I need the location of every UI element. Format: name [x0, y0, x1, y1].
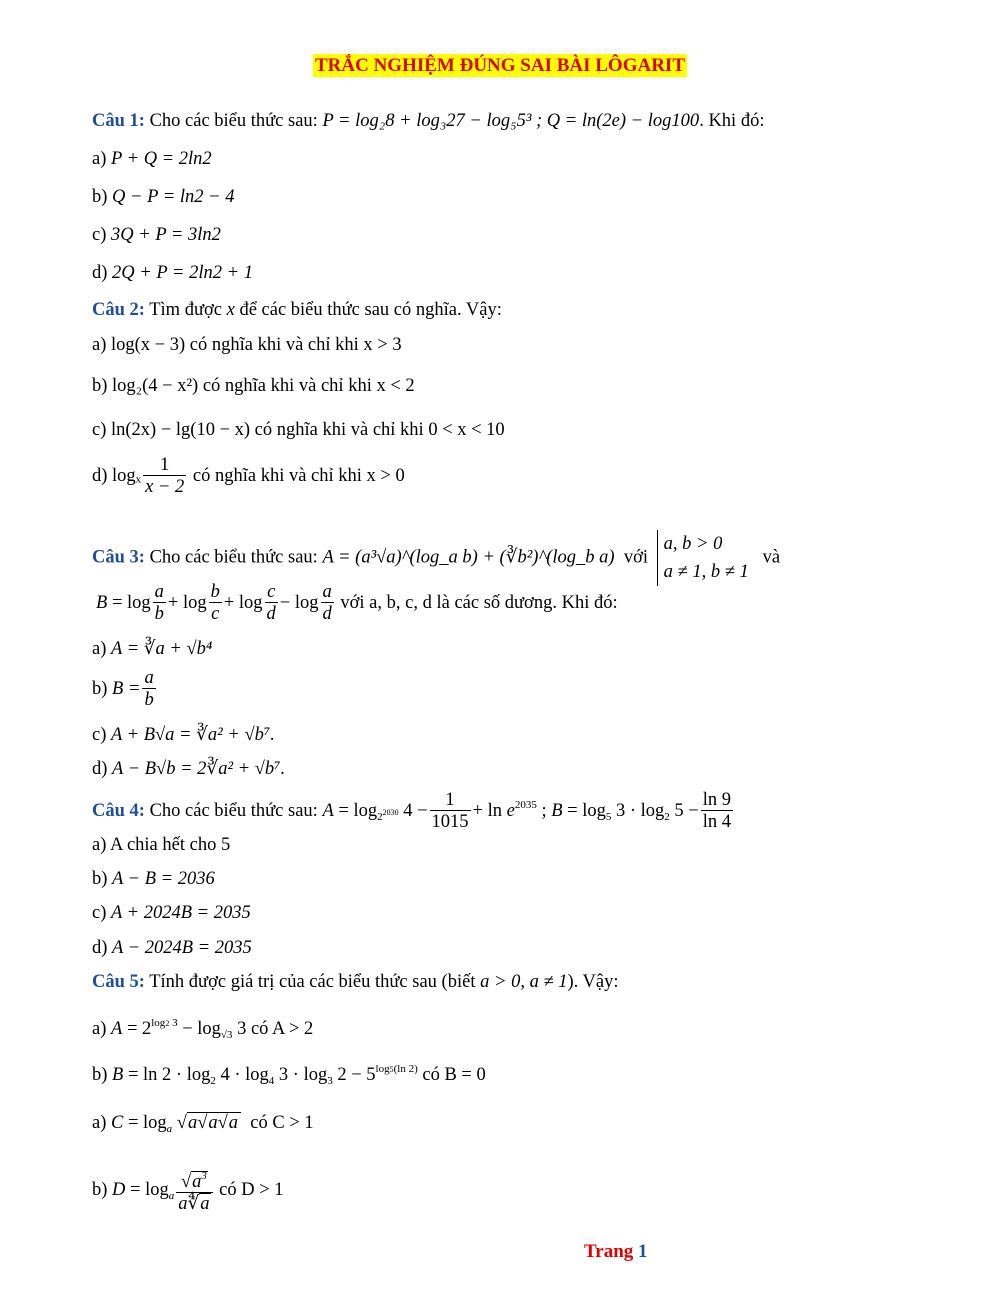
question-3-option-c: c) A + B√a = ∛a² + √b⁷.: [92, 725, 275, 745]
fraction: $\frac{1}{x - 2}$: [145, 455, 185, 497]
question-3-option-b: b) B = $\frac{a}{b}$: [92, 668, 154, 710]
question-2-option-b: b) log₂(4 − x²) có nghĩa khi và chỉ khi x < 2: [92, 376, 415, 396]
question-5-option-c: a) $C = \log_a √a√a√a$ có C > 1: [92, 1113, 314, 1135]
question-5-option-b: b) $B = \ln 2 \cdot \log_2 4 \cdot \log_4 3 \cdot \log_3 2 - 5^{log5(ln 2)}$ có B = 0: [92, 1063, 486, 1087]
question-1-option-d: d) 2Q + P = 2ln2 + 1: [92, 263, 253, 283]
question-1-stem: Câu 1: Cho các biểu thức sau: P = log₂8 + log₃27 − log₅5³ ; Q = ln(2e) − log100. Khi đó:: [92, 111, 765, 131]
question-2-option-a: a) log(x − 3) có nghĩa khi và chỉ khi x > 3: [92, 335, 402, 355]
question-3-option-d: d) A − B√b = 2∛a² + √b⁷.: [92, 759, 286, 779]
question-2-stem: Câu 2: Tìm được x để các biểu thức sau có nghĩa. Vậy:: [92, 300, 502, 320]
question-1-option-a: a) P + Q = 2ln2: [92, 149, 212, 169]
question-4-option-d: d) A − 2024B = 2035: [92, 938, 252, 958]
page-title: TRẮC NGHIỆM ĐÚNG SAI BÀI LÔGARIT: [314, 55, 686, 76]
question-4-option-a: a) A chia hết cho 5: [92, 835, 231, 855]
question-1-option-b: b) Q − P = ln2 − 4: [92, 187, 235, 207]
page-footer: Trang 1: [584, 1241, 648, 1262]
question-3-stem: Câu 3: Cho các biểu thức sau: A = (a³√a)^(log_a b) + (∛b²)^(log_b a) với a, b > 0 a ≠ 1, b ≠ 1 và: [92, 530, 780, 586]
question-1-option-c: c) 3Q + P = 3ln2: [92, 225, 221, 245]
question-3-b-expression: B = log $\frac{a}{b}$ + log $\frac{b}{c}$ + log $\frac{c}{d}$ − log $\frac{a}{d}$ với a, b, c, d là các số dương. Khi đó:: [96, 582, 618, 624]
question-4-option-b: b) A − B = 2036: [92, 869, 215, 889]
question-2-option-c: c) ln(2x) − lg(10 − x) có nghĩa khi và chỉ khi 0 < x < 10: [92, 420, 505, 440]
question-3-option-a: a) A = ∛a + √b⁴: [92, 639, 213, 659]
question-2-option-d: d) logₓ $\frac{1}{x - 2}$ có nghĩa khi và chỉ khi x > 0: [92, 455, 405, 497]
question-5-option-d: b) $D = \log_a$ $\frac{√a^3}{a∜a}$ có D > 1: [92, 1170, 284, 1214]
condition-brace: a, b > 0 a ≠ 1, b ≠ 1: [657, 530, 749, 586]
question-4-stem: Câu 4: Cho các biểu thức sau: $A = \log_{2^{2030}} 4$ − $\frac{1}{1015}$ + $\ln e^{2035}$ ; $B = \log_5 3 \cdot \log_2 5$ − $\frac{\ln 9}{\ln 4}$: [92, 790, 731, 832]
page-number: 1: [638, 1241, 648, 1262]
question-4-option-c: c) A + 2024B = 2035: [92, 903, 251, 923]
question-5-option-a: a) $A = 2^{log2 3} - \log_{√3} 3$ có A > 2: [92, 1017, 314, 1041]
question-5-stem: Câu 5: Tính được giá trị của các biểu thức sau (biết a > 0, a ≠ 1). Vậy:: [92, 972, 619, 992]
